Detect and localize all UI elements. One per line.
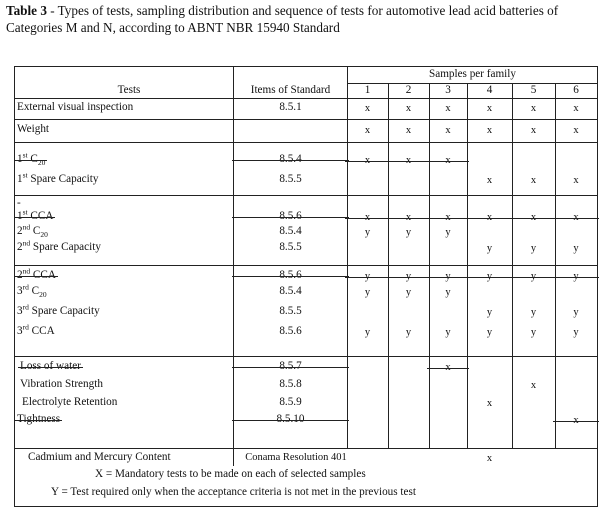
header-tests: Tests (117, 84, 141, 96)
sample-mark: y (388, 270, 429, 283)
test-ordinal-suffix: nd (22, 266, 31, 276)
test-name (17, 266, 56, 282)
test-label: C (27, 153, 38, 165)
test-label: Vibration Strength (20, 378, 103, 390)
header-col-3: 3 (445, 84, 451, 96)
sample-mark: x (347, 211, 388, 224)
item-of-standard: 8.5.8 (279, 378, 302, 390)
header-col-1: 1 (364, 84, 371, 96)
sample-mark: y (347, 270, 388, 283)
test-ordinal-suffix: rd (22, 282, 29, 292)
test-ordinal-suffix: nd (22, 222, 31, 232)
test-label: Tightness (17, 413, 61, 425)
sample-mark: y (530, 243, 537, 254)
test-name (17, 197, 21, 210)
header-col-2: 2 (405, 84, 412, 96)
item-of-standard: 8.5.6 (234, 210, 347, 223)
item-of-standard: 8.5.7 (234, 360, 347, 373)
header-items: Items of Standard (250, 84, 331, 96)
sample-mark: x (445, 103, 451, 114)
sample-mark: x (429, 154, 467, 167)
test-label: Loss of water (20, 360, 81, 372)
test-label: CCA (30, 269, 56, 281)
sample-mark: y (445, 327, 451, 338)
test-ordinal: 2 (17, 225, 23, 237)
sample-mark: x (512, 211, 555, 224)
sample-mark: x (573, 103, 579, 114)
header-col-4: 4 (486, 84, 493, 96)
item-of-standard: 8.5.10 (234, 413, 347, 426)
test-ordinal: 1 (17, 153, 23, 165)
sample-mark: y (530, 327, 537, 338)
rule (388, 83, 389, 448)
test-ordinal: 1 (17, 173, 23, 185)
sample-mark: y (364, 327, 371, 338)
test-ordinal-suffix: st (22, 150, 28, 160)
test-ordinal-suffix: rd (22, 322, 29, 332)
test-ordinal: 2 (17, 241, 23, 253)
sample-mark: y (364, 227, 371, 238)
caption-label: Table 3 (6, 3, 47, 18)
test-name (17, 238, 101, 254)
test-subscript: 20 (39, 290, 47, 300)
rule (512, 83, 513, 448)
sample-mark: x (364, 125, 371, 136)
sample-mark: y (405, 227, 412, 238)
header-samples: Samples per family (429, 68, 516, 80)
sample-mark: x (486, 453, 493, 464)
test-label: C (30, 225, 41, 237)
test-name (22, 396, 117, 409)
sample-mark: y (467, 270, 512, 283)
test-label: Cadmium and Mercury Content (28, 451, 171, 463)
sample-mark: x (486, 125, 493, 136)
test-name (28, 451, 171, 464)
sample-mark: x (486, 398, 493, 409)
sample-mark: y (486, 307, 493, 318)
test-ordinal: 3 (17, 325, 23, 337)
sample-mark: y (555, 270, 597, 283)
sample-mark: x (445, 125, 451, 136)
test-label: Spare Capacity (28, 305, 100, 317)
rule-right (597, 66, 598, 506)
sample-mark: x (429, 211, 467, 224)
sample-mark: y (364, 287, 371, 298)
test-name (17, 150, 46, 168)
test-label: - (17, 197, 21, 209)
caption-text: - Types of tests, sampling distribution and sequence of tests for automotive lead acid batteries of Categories M and N, according to ABNT NBR 15940 Standard (6, 3, 559, 35)
sample-mark: y (486, 327, 493, 338)
sample-mark: y (429, 270, 467, 283)
test-name (17, 413, 60, 426)
note-x: X = Mandatory tests to be made on each of selected samples (95, 468, 366, 480)
rule (14, 356, 598, 357)
item-of-standard: 8.5.4 (234, 153, 347, 166)
sample-mark: y (445, 227, 451, 238)
item-of-standard: Conama Resolution 401 (245, 452, 347, 463)
sample-mark: y (573, 327, 579, 338)
rule (14, 119, 598, 120)
sample-mark: x (530, 125, 537, 136)
sample-mark: x (364, 103, 371, 114)
test-subscript: 20 (40, 230, 48, 240)
test-name (17, 222, 48, 240)
sample-mark: y (445, 287, 451, 298)
sample-mark: x (388, 154, 429, 167)
test-label: CCA (27, 210, 54, 222)
item-of-standard: 8.5.5 (279, 173, 302, 185)
sample-mark: x (573, 125, 579, 136)
item-of-standard: 8.5.5 (279, 241, 302, 253)
sample-mark: x (530, 103, 537, 114)
test-ordinal-suffix: st (22, 207, 28, 217)
test-name (20, 360, 81, 373)
test-name (17, 207, 54, 223)
sample-mark: x (530, 175, 537, 186)
test-label: C (28, 285, 40, 297)
item-of-standard: 8.5.4 (279, 285, 302, 297)
test-label: Spare Capacity (30, 241, 101, 253)
test-ordinal-suffix: st (22, 170, 28, 180)
item-of-standard: 8.5.9 (279, 396, 302, 408)
test-ordinal: 2 (17, 269, 23, 281)
test-name (17, 322, 55, 338)
sample-mark: y (573, 307, 579, 318)
test-label: External visual inspection (17, 101, 134, 113)
sample-mark: y (573, 243, 579, 254)
sample-mark: x (530, 380, 537, 391)
item-of-standard: 8.5.5 (279, 305, 302, 317)
sample-mark: x (555, 414, 597, 427)
rule (14, 195, 598, 196)
rule-header (14, 98, 598, 99)
test-name (17, 123, 49, 136)
table-caption (6, 2, 598, 36)
test-name (17, 170, 99, 186)
sample-mark: x (405, 125, 412, 136)
sample-mark: y (405, 287, 412, 298)
rule (555, 83, 556, 448)
sample-mark: x (486, 103, 493, 114)
rule (14, 142, 598, 143)
test-name (17, 282, 47, 300)
sample-mark: x (405, 103, 412, 114)
test-label: Weight (17, 123, 50, 135)
item-of-standard: 8.5.6 (234, 269, 347, 282)
rule (467, 83, 468, 448)
header-col-5: 5 (530, 84, 537, 96)
sample-mark: x (573, 175, 579, 186)
sample-mark: x (467, 211, 512, 224)
test-label: Spare Capacity (27, 173, 99, 185)
item-of-standard: 8.5.1 (279, 101, 302, 113)
tests-table (14, 66, 598, 506)
header-col-6: 6 (573, 84, 579, 96)
item-of-standard: 8.5.4 (279, 225, 302, 237)
sample-mark: y (512, 270, 555, 283)
rule (429, 83, 430, 448)
test-ordinal: 3 (17, 305, 23, 317)
test-ordinal-suffix: nd (22, 238, 31, 248)
test-name (17, 302, 100, 318)
sample-mark: x (486, 175, 493, 186)
rule-left (14, 66, 15, 506)
sample-mark: y (486, 243, 493, 254)
sample-mark: y (405, 327, 412, 338)
test-label: Electrolyte Retention (22, 396, 118, 408)
test-ordinal-suffix: rd (22, 302, 29, 312)
sample-mark: x (347, 154, 388, 167)
test-ordinal: 3 (17, 285, 23, 297)
sample-mark: x (388, 211, 429, 224)
note-y: Y = Test required only when the acceptance criteria is not met in the previous test (51, 486, 416, 498)
test-name (17, 101, 133, 114)
test-label: CCA (28, 325, 55, 337)
sample-mark: x (429, 361, 467, 374)
rule (14, 265, 598, 266)
rule-top (14, 66, 598, 67)
rule (14, 448, 598, 449)
test-name (20, 378, 103, 391)
test-subscript: 20 (37, 158, 46, 168)
test-ordinal: 1 (17, 210, 23, 222)
sample-mark: y (530, 307, 537, 318)
sample-mark: x (555, 211, 597, 224)
item-of-standard: 8.5.6 (279, 325, 302, 337)
